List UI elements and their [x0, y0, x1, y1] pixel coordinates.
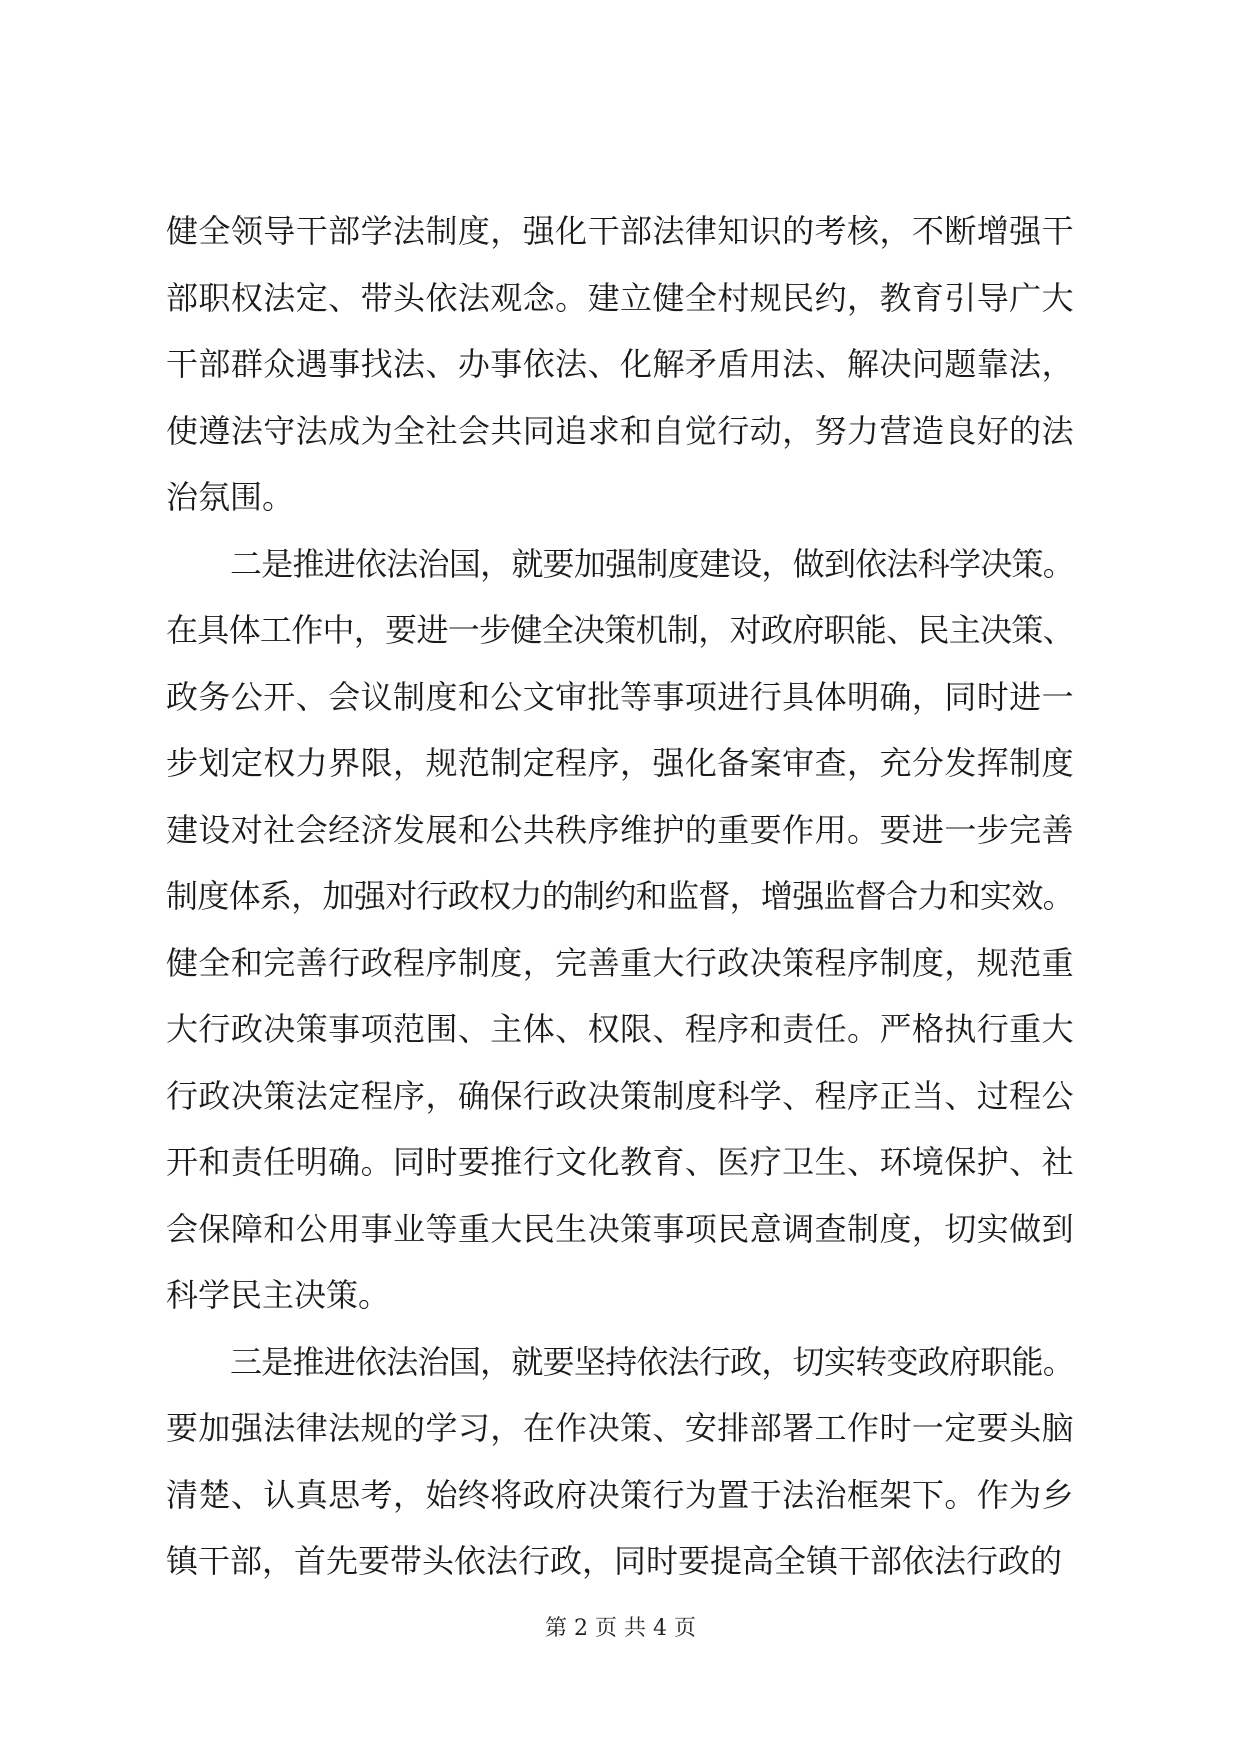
- text-line: 步划定权力界限，规范制定程序，强化备案审查，充分发挥制度: [166, 744, 1074, 782]
- text-line: 干部群众遇事找法、办事依法、化解矛盾用法、解决问题靠法，: [166, 345, 1074, 383]
- text-line: 开和责任明确。同时要推行文化教育、医疗卫生、环境保护、社: [166, 1143, 1074, 1181]
- page-footer: 第 2 页 共 4 页: [545, 1616, 696, 1641]
- text-line: 健全领导干部学法制度，强化干部法律知识的考核，不断增强干: [166, 212, 1074, 250]
- text-line: 部职权法定、带头依法观念。建立健全村规民约，教育引导广大: [166, 278, 1074, 317]
- document-body: [166, 198, 1074, 1595]
- text-line: 镇干部，首先要带头依法行政，同时要提高全镇干部依法行政的: [166, 1542, 1063, 1580]
- text-line: 行政决策法定程序，确保行政决策制度科学、程序正当、过程公: [166, 1076, 1074, 1115]
- text-line: 使遵法守法成为全社会共同追求和自觉行动，努力营造良好的法: [166, 411, 1074, 450]
- text-line: 在具体工作中，要进一步健全决策机制，对政府职能、民主决策、: [166, 611, 1074, 649]
- text-line: 大行政决策事项范围、主体、权限、程序和责任。严格执行重大: [166, 1010, 1074, 1048]
- text-line: 建设对社会经济发展和公共秩序维护的重要作用。要进一步完善: [166, 810, 1074, 849]
- text-line: 会保障和公用事业等重大民生决策事项民意调查制度，切实做到: [166, 1209, 1074, 1248]
- text-line: 政务公开、会议制度和公文审批等事项进行具体明确，同时进一: [166, 677, 1074, 716]
- text-line: 二是推进依法治国，就要加强制度建设，做到依法科学决策。: [230, 544, 1074, 583]
- text-line: 健全和完善行政程序制度，完善重大行政决策程序制度，规范重: [166, 943, 1074, 982]
- text-line: 清楚、认真思考，始终将政府决策行为置于法治框架下。作为乡: [166, 1475, 1074, 1514]
- text-line: 治氛围。: [166, 478, 295, 516]
- text-line: 三是推进依法治国，就要坚持依法行政，切实转变政府职能。: [230, 1342, 1074, 1381]
- text-line: 科学民主决策。: [166, 1276, 391, 1314]
- text-line: 要加强法律法规的学习，在作决策、安排部署工作时一定要头脑: [166, 1409, 1074, 1447]
- text-line: 制度体系，加强对行政权力的制约和监督，增强监督合力和实效。: [166, 877, 1074, 915]
